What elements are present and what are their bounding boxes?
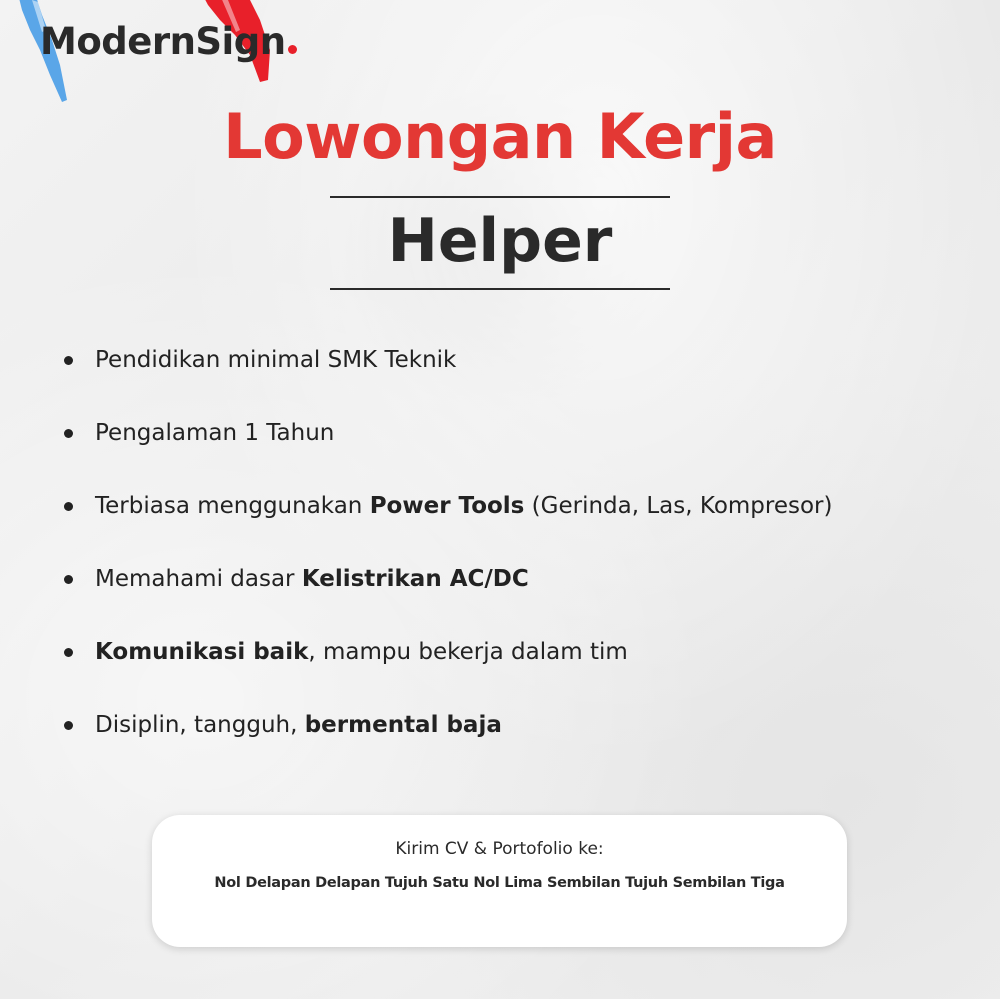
requirement-text bbox=[95, 420, 334, 446]
requirement-text bbox=[95, 493, 832, 519]
position-title: Helper bbox=[387, 206, 613, 276]
brand-name: ModernSign bbox=[40, 20, 286, 63]
brand-logo bbox=[40, 20, 297, 63]
requirement-item bbox=[64, 707, 832, 743]
requirement-text bbox=[95, 566, 529, 592]
requirements-list bbox=[64, 342, 832, 780]
requirement-item bbox=[64, 342, 832, 378]
requirement-emphasis: Komunikasi baik bbox=[95, 639, 309, 665]
requirement-text-part: Memahami dasar bbox=[95, 566, 302, 592]
contact-phone-text: Nol Delapan Delapan Tujuh Satu Nol Lima Sembilan Tujuh Sembilan Tiga bbox=[214, 875, 785, 891]
requirement-text-part: (Gerinda, Las, Kompresor) bbox=[524, 493, 833, 519]
divider-bottom bbox=[330, 288, 670, 290]
requirement-item bbox=[64, 415, 832, 451]
contact-card bbox=[152, 815, 847, 947]
requirement-text-part: Pengalaman 1 Tahun bbox=[95, 420, 335, 446]
requirement-text bbox=[95, 639, 628, 665]
divider-top bbox=[330, 196, 670, 198]
requirement-text-part: Disiplin, tangguh, bbox=[95, 712, 305, 738]
page-title: Lowongan Kerja bbox=[223, 100, 777, 173]
contact-label: Kirim CV & Portofolio ke: bbox=[395, 839, 604, 859]
requirement-item bbox=[64, 634, 832, 670]
logo-dot-icon bbox=[288, 45, 297, 54]
requirement-item bbox=[64, 488, 832, 524]
bullet-icon bbox=[64, 502, 73, 511]
requirement-emphasis: Power Tools bbox=[369, 493, 525, 519]
requirement-text bbox=[95, 347, 456, 373]
requirement-text-part: Terbiasa menggunakan bbox=[95, 493, 370, 519]
requirement-text bbox=[95, 712, 502, 738]
bullet-icon bbox=[64, 648, 73, 657]
bullet-icon bbox=[64, 356, 73, 365]
requirement-emphasis: bermental baja bbox=[304, 712, 502, 738]
requirement-text-part: Pendidikan minimal SMK Teknik bbox=[95, 347, 457, 373]
bullet-icon bbox=[64, 721, 73, 730]
requirement-item bbox=[64, 561, 832, 597]
requirement-text-part: , mampu bekerja dalam tim bbox=[308, 639, 628, 665]
requirement-emphasis: Kelistrikan AC/DC bbox=[301, 566, 529, 592]
bullet-icon bbox=[64, 429, 73, 438]
bullet-icon bbox=[64, 575, 73, 584]
